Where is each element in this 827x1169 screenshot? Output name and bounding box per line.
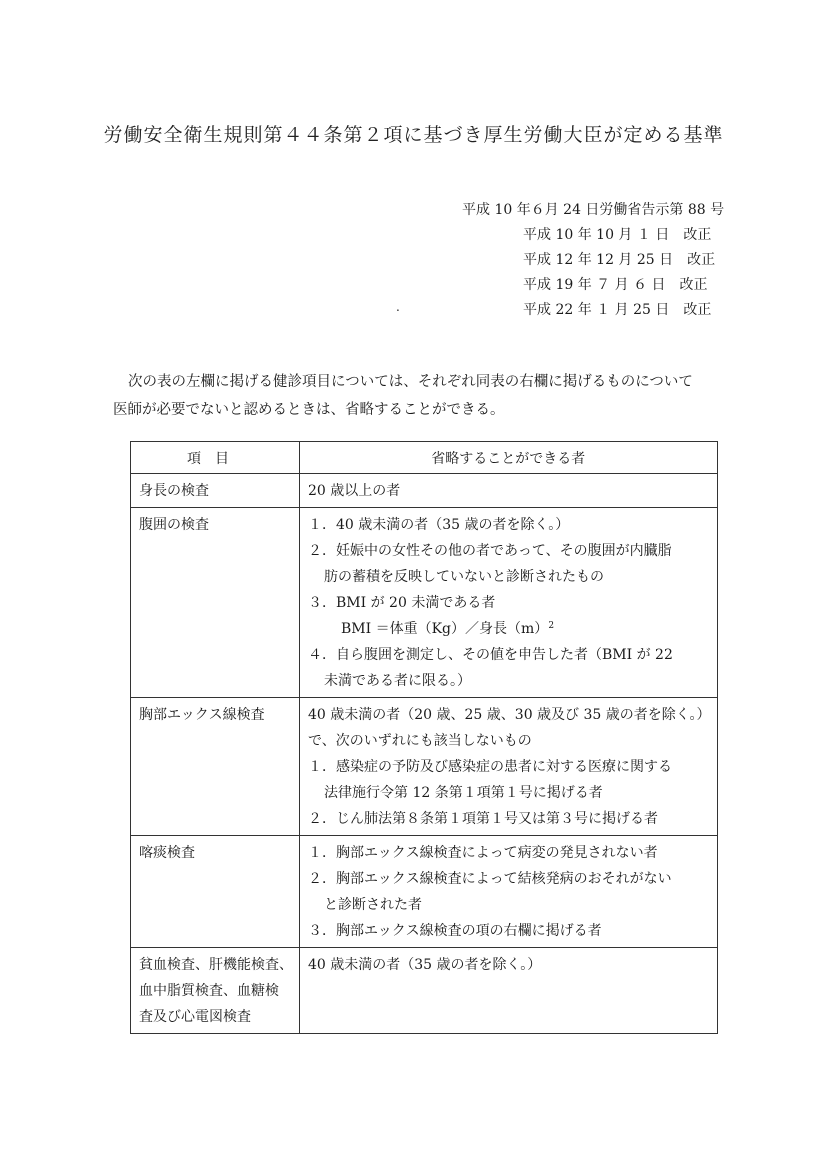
condition-line: 40 歳未満の者（35 歳の者を除く。） [308, 957, 542, 973]
document-title: 労働安全衛生規則第４４条第２項に基づき厚生労働大臣が定める基準 [103, 124, 724, 146]
item-text: 身長の検査 [139, 483, 209, 499]
condition-line: ３．BMI が 20 未満である者 [308, 595, 496, 611]
condition-line: １．40 歳未満の者（35 歳の者を除く。） [308, 517, 570, 533]
scan-speck: . [396, 300, 400, 314]
table-row [131, 508, 718, 698]
item-text: 腹囲の検査 [139, 517, 209, 533]
condition-line: ２．胸部エックス線検査によって結核発病のおそれがない [308, 871, 672, 887]
condition-cell [300, 698, 718, 836]
revision-date: 平成 12 年 12 月 25 日 改正 [523, 252, 716, 268]
condition-line: ２．じん肺法第８条第１項第１号又は第３号に掲げる者 [308, 811, 658, 827]
revision-date: 平成 19 年 ７ 月 ６ 日 改正 [523, 277, 708, 293]
condition-line: １．感染症の予防及び感染症の患者に対する医療に関する [308, 759, 672, 775]
item-cell [131, 508, 300, 698]
table-row [131, 698, 718, 836]
condition-line: 20 歳以上の者 [308, 483, 401, 499]
condition-line: ２．妊娠中の女性その他の者であって、その腹囲が内臓脂 [308, 543, 672, 559]
header-exempt: 省略することができる者 [300, 442, 718, 474]
condition-line: 肪の蓄積を反映していないと診断されたもの [324, 569, 604, 585]
condition-cell [300, 948, 718, 1034]
item-text: 喀痰検査 [139, 845, 195, 861]
notice-number: 平成 10 年６月 24 日労働省告示第 88 号 [462, 202, 725, 218]
header-item: 項目 [131, 442, 300, 474]
revision-date: 平成 22 年 １ 月 25 日 改正 [523, 302, 712, 318]
table-row [131, 474, 718, 508]
condition-line: で、次のいずれにも該当しないもの [308, 733, 532, 749]
item-text: 査及び心電図検査 [139, 1009, 251, 1025]
item-text: 胸部エックス線検査 [139, 707, 265, 723]
condition-cell [300, 474, 718, 508]
condition-line: ４．自ら腹囲を測定し、その値を申告した者（BMI が 22 [308, 647, 673, 663]
table-row [131, 836, 718, 948]
item-cell [131, 698, 300, 836]
intro-paragraph [113, 368, 733, 424]
condition-line: 未満である者に限る。） [324, 673, 471, 689]
condition-cell [300, 836, 718, 948]
superscript: 2 [548, 621, 555, 631]
intro-line: 次の表の左欄に掲げる健診項目については、それぞれ同表の右欄に掲げるものについて [128, 374, 693, 390]
condition-line: ３．胸部エックス線検査の項の右欄に掲げる者 [308, 923, 602, 939]
item-cell [131, 836, 300, 948]
condition-line: １．胸部エックス線検査によって病変の発見されない者 [308, 845, 658, 861]
item-text: 血中脂質検査、血糖検 [139, 983, 279, 999]
revision-history [462, 198, 742, 323]
item-cell [131, 474, 300, 508]
condition-line: 法律施行令第 12 条第１項第１号に掲げる者 [324, 785, 603, 801]
item-cell [131, 948, 300, 1034]
bmi-formula [308, 616, 711, 642]
condition-cell [300, 508, 718, 698]
item-text: 貧血検査、肝機能検査、 [139, 957, 293, 973]
formula-text: BMI ＝体重（Kg）／身長（m） [341, 621, 549, 637]
revision-date: 平成 10 年 10 月 １ 日 改正 [523, 227, 712, 243]
exemption-table [130, 441, 718, 1034]
table-header-row [131, 442, 718, 474]
condition-line: と診断された者 [324, 897, 422, 913]
condition-line: 40 歳未満の者（20 歳、25 歳、30 歳及び 35 歳の者を除く。） [308, 707, 711, 723]
intro-line: 医師が必要でないと認めるときは、省略することができる。 [113, 402, 505, 418]
table-row [131, 948, 718, 1034]
